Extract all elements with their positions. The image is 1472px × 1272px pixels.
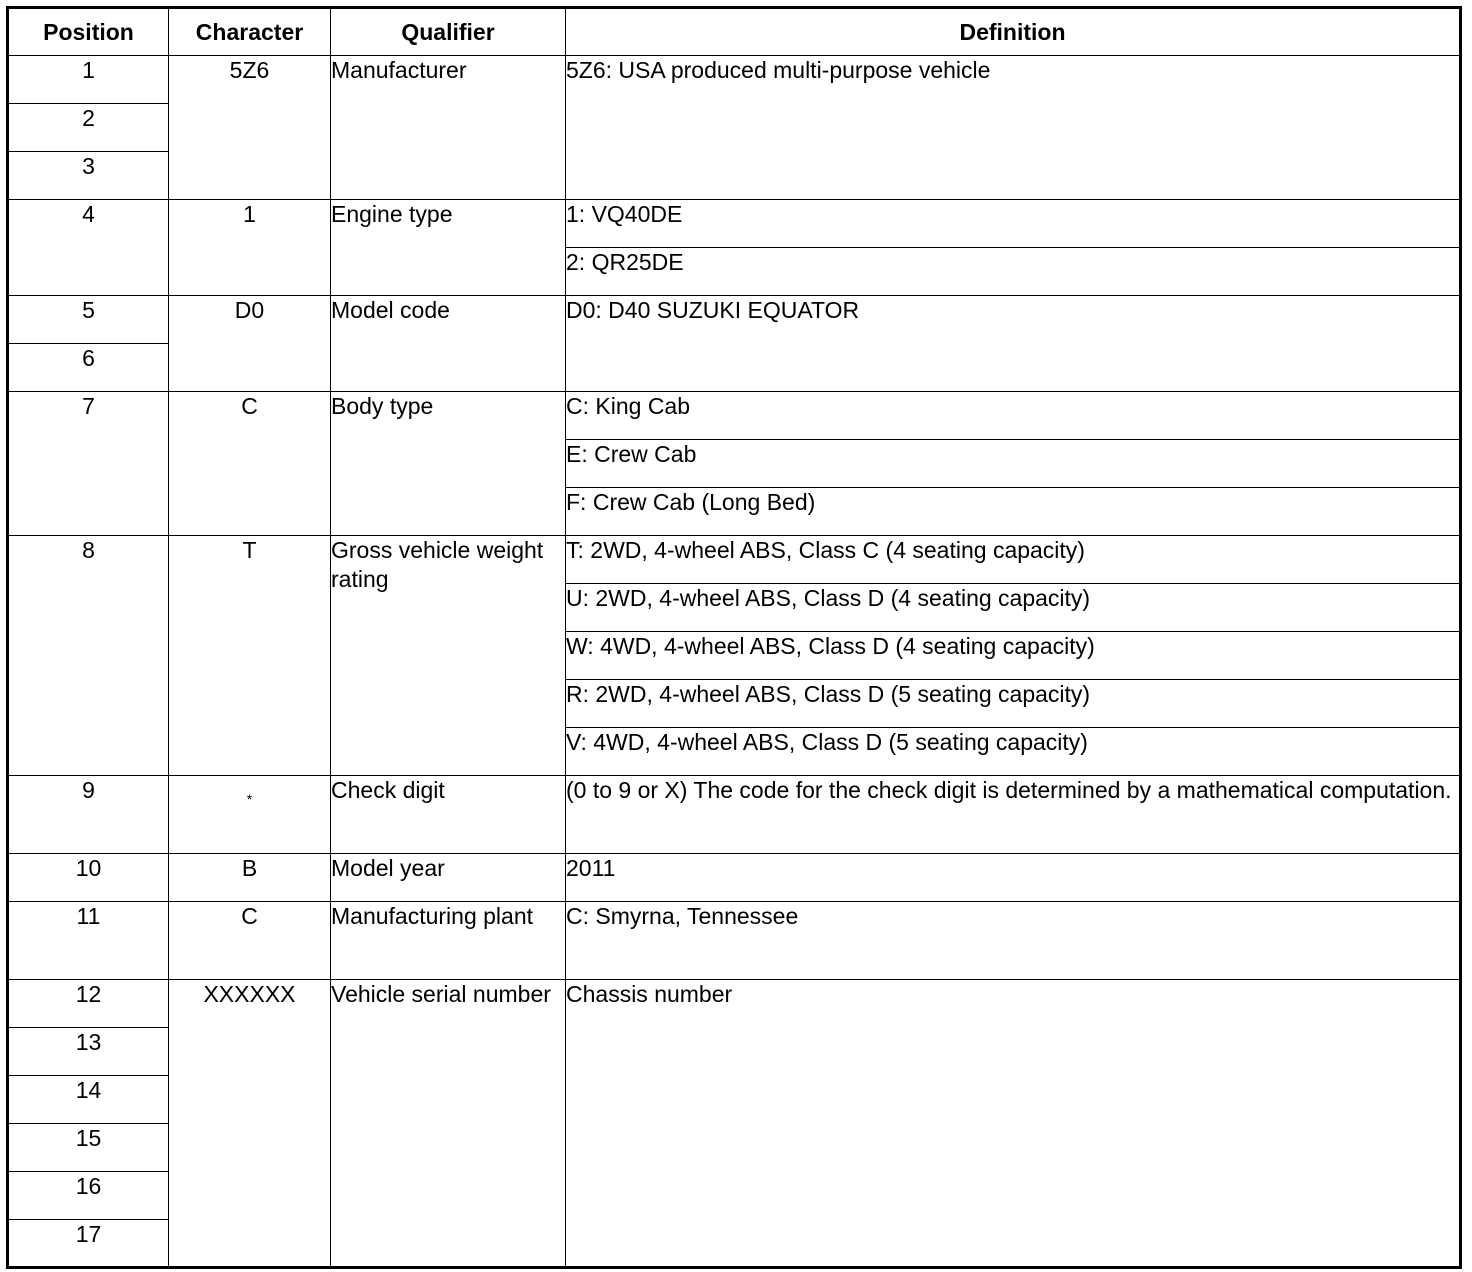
definition-cell: C: King Cab	[566, 392, 1461, 440]
position-cell: 7	[8, 392, 169, 536]
table-row	[8, 854, 1461, 902]
header-character: Character	[169, 8, 331, 56]
definition-cell: F: Crew Cab (Long Bed)	[566, 488, 1461, 536]
position-cell: 17	[8, 1220, 169, 1268]
table-row	[8, 902, 1461, 980]
character-cell: 1	[169, 200, 331, 296]
table-row	[8, 980, 1461, 1028]
header-definition: Definition	[566, 8, 1461, 56]
definition-cell: V: 4WD, 4-wheel ABS, Class D (5 seating capacity)	[566, 728, 1461, 776]
definition-cell: (0 to 9 or X) The code for the check digit is determined by a mathematical computation.	[566, 776, 1461, 854]
position-cell: 12	[8, 980, 169, 1028]
definition-cell: 2: QR25DE	[566, 248, 1461, 296]
qualifier-cell: Model year	[331, 854, 566, 902]
table-row	[8, 392, 1461, 440]
position-cell: 1	[8, 56, 169, 104]
definition-cell: 5Z6: USA produced multi-purpose vehicle	[566, 56, 1461, 200]
qualifier-cell: Manufacturer	[331, 56, 566, 200]
position-cell: 5	[8, 296, 169, 344]
character-cell: XXXXXX	[169, 980, 331, 1268]
table-row	[8, 296, 1461, 344]
character-cell	[169, 776, 331, 854]
definition-cell: E: Crew Cab	[566, 440, 1461, 488]
header-row	[8, 8, 1461, 56]
character-cell: C	[169, 392, 331, 536]
qualifier-cell: Body type	[331, 392, 566, 536]
position-cell: 4	[8, 200, 169, 296]
qualifier-cell: Engine type	[331, 200, 566, 296]
definition-cell: Chassis number	[566, 980, 1461, 1268]
position-cell: 15	[8, 1124, 169, 1172]
position-cell: 13	[8, 1028, 169, 1076]
header-qualifier: Qualifier	[331, 8, 566, 56]
definition-cell: T: 2WD, 4-wheel ABS, Class C (4 seating capacity)	[566, 536, 1461, 584]
position-cell: 9	[8, 776, 169, 854]
qualifier-cell: Gross vehicle weight rating	[331, 536, 566, 776]
table-row	[8, 776, 1461, 854]
vin-code-table	[6, 6, 1462, 1269]
table-row	[8, 200, 1461, 248]
character-cell: C	[169, 902, 331, 980]
position-cell: 3	[8, 152, 169, 200]
character-cell: D0	[169, 296, 331, 392]
definition-cell: D0: D40 SUZUKI EQUATOR	[566, 296, 1461, 392]
definition-cell: R: 2WD, 4-wheel ABS, Class D (5 seating capacity)	[566, 680, 1461, 728]
table-row	[8, 56, 1461, 104]
qualifier-cell: Model code	[331, 296, 566, 392]
position-cell: 6	[8, 344, 169, 392]
qualifier-cell: Vehicle serial number	[331, 980, 566, 1268]
table-row	[8, 536, 1461, 584]
definition-cell: 2011	[566, 854, 1461, 902]
position-cell: 16	[8, 1172, 169, 1220]
definition-cell: 1: VQ40DE	[566, 200, 1461, 248]
character-cell: 5Z6	[169, 56, 331, 200]
position-cell: 11	[8, 902, 169, 980]
position-cell: 8	[8, 536, 169, 776]
definition-cell: U: 2WD, 4-wheel ABS, Class D (4 seating capacity)	[566, 584, 1461, 632]
position-cell: 10	[8, 854, 169, 902]
position-cell: 14	[8, 1076, 169, 1124]
position-cell: 2	[8, 104, 169, 152]
qualifier-cell: Manufacturing plant	[331, 902, 566, 980]
character-cell: B	[169, 854, 331, 902]
character-cell: T	[169, 536, 331, 776]
header-position: Position	[8, 8, 169, 56]
qualifier-cell: Check digit	[331, 776, 566, 854]
definition-cell: C: Smyrna, Tennessee	[566, 902, 1461, 980]
definition-cell: W: 4WD, 4-wheel ABS, Class D (4 seating capacity)	[566, 632, 1461, 680]
check-digit-asterisk: *	[246, 791, 253, 807]
